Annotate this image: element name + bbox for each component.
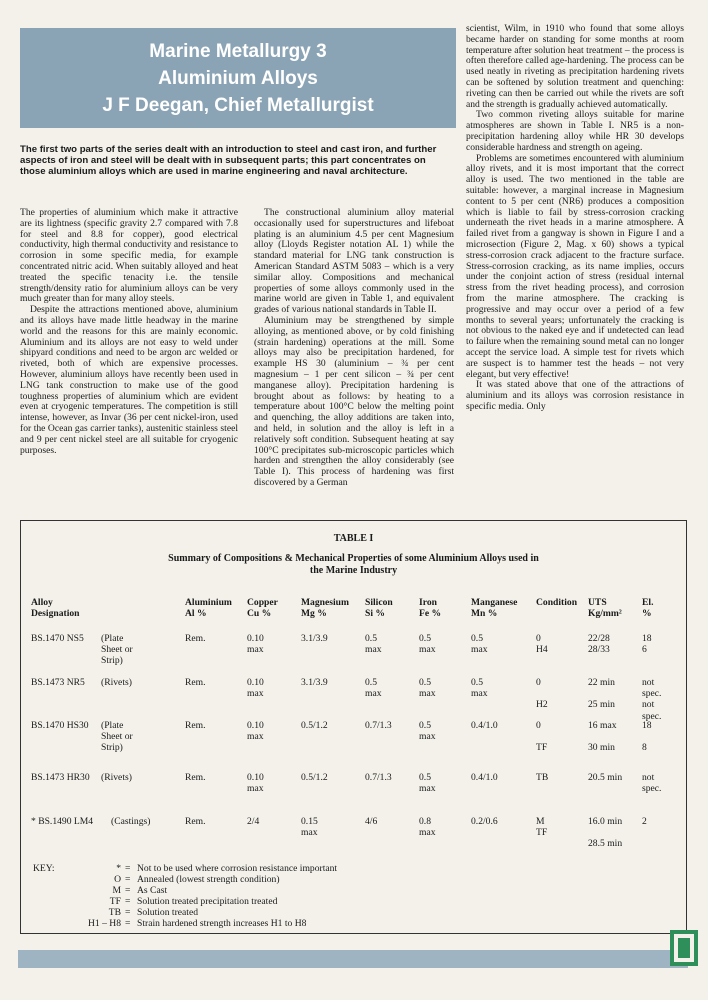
table-cell-mg: 0.5/1.2 (301, 772, 328, 783)
table-cell-cond: TF (536, 827, 548, 839)
table-cell-fe: max (419, 827, 436, 839)
key-symbol: TB (108, 907, 121, 918)
table-1 (20, 520, 687, 934)
table-title: TABLE I (333, 533, 374, 544)
table-cell-uts: 22/28 (588, 633, 610, 644)
table-cell-si: 0.5 (365, 633, 377, 644)
table-header-cell: Iron (419, 597, 437, 608)
table-cell-si: 0.7/1.3 (365, 720, 392, 731)
table-cell-uts: 16 max (588, 720, 617, 731)
key-equals: = (125, 907, 131, 918)
table-header-cell: Kg/mm² (588, 608, 622, 620)
title-banner (20, 28, 456, 128)
key-symbol: H1 – H8 (87, 918, 121, 929)
paragraph: Despite the attractions mentioned above, aluminium and its alloys have made little headway in the marine world and the reasons for this are mainly economic. Aluminium and its alloys are not easy to weld under shipyard conditions and need to be argon arc welded or riveted, both of which are expensive processes. However, aluminium alloys have recently been used in LNG tank construction to make use of the good toughness properties of aluminium which are evident even at cryogenic temperatures. The competition is still intense, however, as Invar (36 per cent nickel-iron, used for the Ocean gas carrier tanks), austenitic stainless steel and 9 per cent nickel steel are all suitable for cryogenic purposes. (20, 304, 238, 456)
key-description: As Cast (137, 885, 168, 896)
key-equals: = (125, 896, 131, 907)
table-caption (21, 553, 686, 577)
table-cell-cu: 0.10 (247, 772, 264, 783)
table-cell-el: not (642, 772, 655, 783)
title-line-1: Marine Metallurgy 3 (149, 41, 327, 62)
table-cell-mn: max (471, 644, 488, 656)
table-header-cell: Mn % (471, 608, 498, 620)
key-symbol: TF (109, 896, 121, 907)
table-cell-cu: max (247, 731, 264, 743)
column-3 (466, 24, 684, 413)
table-header-cell: Alloy (31, 597, 53, 608)
table-cell-mn: 0.4/1.0 (471, 772, 498, 783)
table-cell-cond: M (536, 816, 545, 827)
table-cell-alloy: BS.1473 HR30 (31, 772, 90, 783)
table-cell-alloy-form: (Rivets) (101, 677, 132, 688)
key-description: Solution treated precipitation treated (137, 896, 278, 907)
table-cell-mg: 3.1/3.9 (301, 633, 328, 644)
table-header-cell: UTS (588, 597, 607, 608)
table-cell-al: Rem. (185, 633, 206, 644)
key-equals: = (125, 863, 131, 874)
table-cell-mg: 0.15 (301, 816, 318, 827)
table-cell-cu: 2/4 (247, 816, 260, 827)
table-cell-si: 0.7/1.3 (365, 772, 392, 783)
table-cell-el: 18 (642, 633, 652, 644)
title-line-3: J F Deegan, Chief Metallurgist (102, 95, 374, 116)
table-header-cell: Manganese (471, 597, 518, 608)
table-cell-fe: 0.5 (419, 720, 431, 731)
table-cell-si: 4/6 (365, 816, 378, 827)
table-cell-cu: 0.10 (247, 720, 264, 731)
table-header-cell: Aluminium (185, 597, 232, 608)
table-cell-alloy-form: (Plate (101, 633, 124, 644)
table-cell-cond: 0 (536, 720, 541, 731)
key-description: Strain hardened strength increases H1 to H8 (137, 918, 307, 929)
key-symbol: M (112, 885, 121, 896)
key-label: KEY: (33, 863, 55, 874)
publisher-logo-icon (664, 928, 704, 978)
table-header-cell: Designation (31, 608, 80, 620)
table-cell-alloy-form: (Rivets) (101, 772, 132, 783)
table-header-cell: El. (642, 597, 654, 608)
table-cell-alloy-form: Sheet or (101, 731, 133, 743)
table-cell-alloy-form: (Castings) (111, 816, 151, 827)
intro-paragraph: The first two parts of the series dealt with an introduction to steel and cast iron, and further aspects of iron and steel will be dealt with in subsequent parts; this part concentrates on those aluminium alloys which are used in marine engineering and naval architecture. (20, 144, 437, 178)
table-cell-el: 6 (642, 644, 647, 656)
table-cell-fe: 0.8 (419, 816, 431, 827)
key-equals: = (125, 885, 131, 896)
table-header-cell: Silicon (365, 597, 393, 608)
table-cell-fe: 0.5 (419, 633, 431, 644)
table-cell-uts: 30 min (588, 742, 615, 754)
table-cell-fe: 0.5 (419, 772, 431, 783)
table-cell-mn: 0.2/0.6 (471, 816, 498, 827)
table-cell-el: 8 (642, 742, 647, 754)
key-description: Solution treated (137, 907, 199, 918)
table-cell-mn: 0.4/1.0 (471, 720, 498, 731)
paragraph: Two common riveting alloys suitable for marine atmospheres are shown in Table I. NR5 is a non-precipitation hardening alloy while HR 30 develops considerable hardness and strength on ageing. (466, 109, 684, 153)
table-cell-alloy-form: Strip) (101, 655, 123, 667)
table-cell-cu: 0.10 (247, 633, 264, 644)
table-cell-si: 0.5 (365, 677, 377, 688)
table-cell-mg: max (301, 827, 318, 839)
table-cell-cond: 0 (536, 633, 541, 644)
table-caption-line-2: the Marine Industry (309, 565, 398, 576)
key-description: Annealed (lowest strength condition) (137, 874, 280, 885)
table-cell-alloy: BS.1470 NS5 (31, 633, 84, 644)
table-header-cell: Al % (185, 608, 207, 620)
table-cell-alloy-form: Sheet or (101, 644, 133, 656)
table-cell-cu: max (247, 783, 264, 795)
table-cell-mn: max (471, 688, 488, 700)
paragraph: The properties of aluminium which make it attractive are its lightness (specific gravity 2.7 compared with 7.8 for steel and 8.8 for copper), good electrical conductivity, high thermal conductivity and resistance to corrosion in some specific media, for example concentrated nitric acid. When suitably alloyed and heat treated the specific tenacity i.e. the tensile strength/density ratio for aluminium alloys can be very much greater than for many alloy steels. (20, 207, 238, 305)
table-cell-uts: 22 min (588, 677, 615, 688)
table-header-cell: Cu % (247, 608, 272, 620)
table-cell-fe: max (419, 731, 436, 743)
table-cell-uts: 28.5 min (588, 838, 623, 850)
table-cell-al: Rem. (185, 677, 206, 688)
key-equals: = (125, 874, 131, 885)
column-2 (254, 208, 454, 489)
table-cell-mn: 0.5 (471, 633, 483, 644)
title-line-2: Aluminium Alloys (158, 68, 318, 89)
table-cell-alloy: BS.1470 HS30 (31, 720, 89, 731)
table-cell-alloy-form: (Plate (101, 720, 124, 731)
table-header-cell: Mg % (301, 608, 327, 620)
key-symbol: O (114, 874, 121, 885)
table-cell-cu: max (247, 644, 264, 656)
table-cell-si: max (365, 644, 382, 656)
table-cell-al: Rem. (185, 772, 206, 783)
table-cell-fe: max (419, 783, 436, 795)
table-cell-mn: 0.5 (471, 677, 483, 688)
table-cell-cu: 0.10 (247, 677, 264, 688)
paragraph: The constructional aluminium alloy material occasionally used for superstructures and lifeboat plating is an aluminium 4.5 per cent Magnesium alloy (Lloyds Register notation AL 1) while the standard material for LNG tank construction is American Standard ASTM 5083 – which is a very similar alloy. Compositions and mechanical properties of some alloys commonly used in the marine world are given in Table 1, and equivalent grades of various national standards in Table II. (254, 207, 454, 316)
key-symbol: * (116, 863, 121, 874)
footer-bar (18, 950, 688, 968)
table-cell-el: not (642, 699, 655, 711)
table-cell-mg: 3.1/3.9 (301, 677, 328, 688)
key-description: Not to be used where corrosion resistance important (137, 863, 338, 874)
table-cell-fe: max (419, 688, 436, 700)
paragraph: Problems are sometimes encountered with aluminium alloy rivets, and it is most important that the correct alloy is used. The two mentioned in the table are suitable: however, a marginal increase in Magnesium content to 5 per cent (NR6) produces a composition which is liable to fail by stress-corrosion cracking underneath the rivet heads in a marine atmosphere. A failed rivet from a gangway is shown in Figure I and a microsection (Figure 2, Mag. x 60) shows a typical stress-corrosion crack adjacent to the fracture surface. Stress-corrosion cracking, as its name implies, occurs under the conjoint action of stress (residual internal stress from the rivet heading process), and corrosion from the marine atmosphere. The cracking is progressive and may occur over a period of a few months to several years; unfortunately the cracking is not obvious to the naked eye and if undetected can lead to failure when the remaining sound metal can no longer accept the service load. A simple test for rivets which are suspect is to hammer test the heads – not very elegant, but very effective! (466, 152, 684, 380)
table-cell-el: spec. (642, 688, 662, 700)
table-cell-el: 18 (642, 720, 652, 731)
table-cell-al: Rem. (185, 720, 206, 731)
article-title (20, 28, 456, 119)
table-cell-uts: 25 min (588, 699, 615, 711)
table-cell-fe: 0.5 (419, 677, 431, 688)
table-header-cell: Fe % (419, 608, 442, 620)
table-header-cell: Magnesium (301, 597, 349, 608)
table-cell-si: max (365, 688, 382, 700)
table-cell-cond: H2 (536, 699, 548, 711)
table-cell-uts: 16.0 min (588, 816, 623, 827)
table-header-cell: Copper (247, 597, 278, 608)
table-cell-alloy: BS.1473 NR5 (31, 677, 85, 688)
table-cell-cu: max (247, 688, 264, 700)
table-cell-cond: TB (536, 772, 549, 783)
table-cell-uts: 20.5 min (588, 772, 623, 783)
paragraph: Aluminium may be strengthened by simple alloying, as mentioned above, or by cold finishing (strain hardening) operations at the mill. Some alloys may also be precipitation hardened, for example HS 30 (aluminium – ¾ per cent magnesium – 1 per cent silicon – ¾ per cent manganese alloy). Precipitation hardening is brought about as follows: by heating to a temperature about 100°C below the melting point and quenching, the alloy additions are taken into, and held, in solution and the alloy is left in a relatively soft condition. Subsequent heating at say 100°C precipitates sub-microscopic particles which harden and strengthen the alloy considerably (see Table I). This process of hardening was first discovered by a German (254, 314, 454, 488)
table-cell-fe: max (419, 644, 436, 656)
table-cell-alloy: * BS.1490 LM4 (31, 816, 94, 827)
table-cell-al: Rem. (185, 816, 206, 827)
key-equals: = (125, 918, 131, 929)
table-cell-el: spec. (642, 783, 662, 795)
table-cell-el: 2 (642, 816, 647, 827)
paragraph: It was stated above that one of the attractions of aluminium and its alloys was corrosion resistance in specific media. Only (466, 379, 684, 412)
table-header-cell: Si % (365, 608, 385, 620)
table-cell-uts: 28/33 (588, 644, 610, 656)
column-1 (20, 208, 238, 456)
table-cell-alloy-form: Strip) (101, 742, 123, 754)
table-cell-el: spec. (642, 710, 662, 722)
table-cell-cond: 0 (536, 677, 541, 688)
table-cell-cond: TF (536, 742, 548, 754)
table-header-cell: % (642, 608, 652, 620)
paragraph: scientist, Wilm, in 1910 who found that some alloys became harder on standing for some months at room temperature after solution heat treatment – the process is often therefore called age-hardening. The process can be used neatly in riveting as precipitation hardening rivets can be softened by solution treatment and quenching: riveting can then be carried out while the rivets are soft and the strength is gradually achieved automatically. (466, 23, 684, 110)
table-cell-cond: H4 (536, 644, 548, 656)
table-header-cell: Condition (536, 597, 578, 608)
table-cell-el: not (642, 677, 655, 688)
table-caption-line-1: Summary of Compositions & Mechanical Properties of some Aluminium Alloys used in (168, 553, 539, 564)
table-cell-mg: 0.5/1.2 (301, 720, 328, 731)
